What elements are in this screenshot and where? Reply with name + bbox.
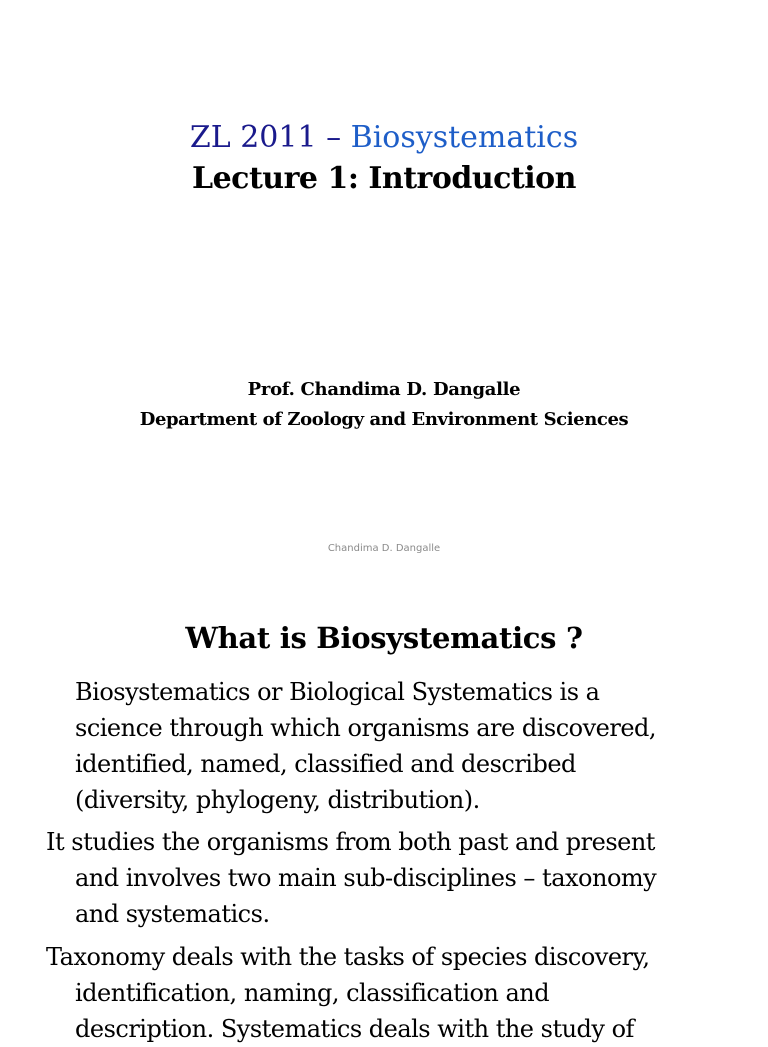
slide-footer: Chandima D. Dangalle (327, 543, 441, 554)
paragraph-line: It studies the organisms from both past and present (46, 828, 655, 856)
course-code: ZL 2011 (189, 120, 317, 155)
paragraph-scope (46, 824, 656, 932)
paragraph-taxonomy (46, 939, 650, 1047)
paragraph-line: and systematics. (75, 900, 270, 928)
title-dash: – (326, 120, 342, 155)
author-name: Prof. Chandima D. Dangalle (247, 379, 521, 400)
paragraph-line: and involves two main sub-disciplines – taxonomy (75, 864, 657, 892)
department-name: Department of Zoology and Environment Sciences (139, 409, 629, 430)
paragraph-line: identified, named, classified and described (75, 750, 576, 778)
paragraph-line: identification, naming, classification and (75, 979, 550, 1007)
paragraph-line: (diversity, phylogeny, distribution). (75, 786, 480, 814)
paragraph-line: description. Systematics deals with the study of (75, 1015, 634, 1043)
slide-content (0, 575, 768, 1043)
paragraph-line: Taxonomy deals with the tasks of species discovery, (46, 943, 650, 971)
paragraph-line: science through which organisms are discovered, (75, 714, 657, 742)
course-title (0, 118, 768, 158)
paragraph-definition (75, 674, 656, 818)
course-subject: Biosystematics (350, 120, 579, 155)
lecture-subtitle: Lecture 1: Introduction (192, 161, 576, 196)
paragraph-line: Biosystematics or Biological Systematics is a (75, 678, 600, 706)
slide-heading: What is Biosystematics ? (185, 621, 583, 655)
